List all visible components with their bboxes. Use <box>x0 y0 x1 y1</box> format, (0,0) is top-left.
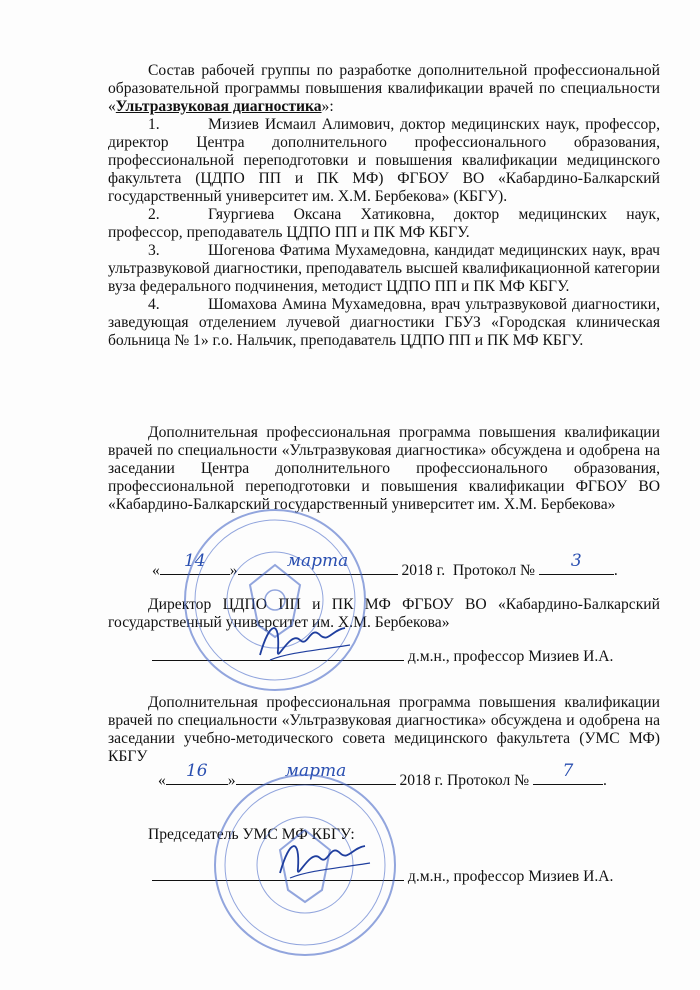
open-quote: « <box>158 772 166 789</box>
item-text: Шогенова Фатима Мухамедовна, кандидат медицинских наук, врач ультразвуковой диагностики, преподаватель высшей квалификационной категории вуза федерального подчинения, методист ЦДПО ПП и ПК МФ КБГУ. <box>108 242 660 295</box>
intro-end: »: <box>321 98 334 115</box>
handwritten-protocol-number: 3 <box>570 551 582 571</box>
protocol-field <box>533 761 603 785</box>
protocol-label: Протокол № <box>447 772 530 789</box>
approval-paragraph-2 <box>108 694 660 766</box>
signer-name: д.м.н., профессор Мизиев И.А. <box>407 648 614 665</box>
item-text: Гяургиева Оксана Хатиковна, доктор медицинских наук, профессор, преподаватель ЦДПО ПП и ПК МФ КБГУ. <box>108 206 660 241</box>
handwritten-day: 16 <box>185 761 208 781</box>
signer-name: д.м.н., профессор Мизиев И.А. <box>407 868 614 885</box>
intro-text: Состав рабочей группы по разработке дополнительной профессиональной образовательной программы повышения квалификации врачей по специальности « <box>108 62 660 115</box>
chairman-title: Председатель УМС МФ КБГУ: <box>148 826 355 843</box>
approval-text-2: Дополнительная профессиональная программа повышения квалификации врачей по специальности «Ультразвуковая диагностика» обсуждена и одобрена на заседании учебно-методического совета медицинского факультета (УМС МФ) КБГУ <box>108 694 660 765</box>
list-item <box>108 242 660 296</box>
protocol-field <box>539 551 614 575</box>
item-number: 3. <box>148 242 160 259</box>
year-text: 2018 г. <box>401 562 446 579</box>
handwritten-day: 14 <box>183 551 206 571</box>
year-text: 2018 г. <box>399 772 444 789</box>
open-quote: « <box>152 562 160 579</box>
item-number: 2. <box>148 206 160 223</box>
approval-text-1: Дополнительная профессиональная программа повышения квалификации врачей по специальности «Ультразвуковая диагностика» обсуждена и одобрена на заседании Центра дополнительного профессионального образования, профессиональной переподготовки и повышения квалификации ФГБОУ ВО «Кабардино-Балкарский государственный университет им. Х.М. Бербекова» <box>108 424 660 513</box>
chairman-signature <box>270 828 380 888</box>
item-text: Мизиев Исмаил Алимович, доктор медицинских наук, профессор, директор Центра дополнительного профессионального образования, профессиональной переподготовки и повышения квалификации медицинского факультета (ЦДПО ПП и ПК МФ) ФГБОУ ВО «Кабардино-Балкарский государственный университет им. Х.М. Бербекова» (КБГУ). <box>108 116 660 205</box>
members-list <box>108 116 660 350</box>
list-item <box>108 296 660 350</box>
director-signature <box>250 610 360 670</box>
intro-paragraph <box>108 62 660 116</box>
list-item <box>108 206 660 242</box>
period: . <box>613 562 618 579</box>
close-quote: » <box>229 562 238 579</box>
specialty-name: Ультразвуковая диагностика <box>115 98 322 115</box>
list-item <box>108 116 660 206</box>
item-number: 4. <box>148 296 160 313</box>
item-text: Шомахова Амина Мухамедовна, врач ультразвуковой диагностики, заведующая отделением лучевой диагностики ГБУЗ «Городская клиническая больница № 1» г.о. Нальчик, преподаватель ЦДПО ПП и ПК МФ КБГУ. <box>108 296 660 349</box>
handwritten-month: марта <box>286 551 349 571</box>
period: . <box>602 772 607 789</box>
handwritten-month: марта <box>284 761 347 781</box>
approval-paragraph-1 <box>108 424 660 514</box>
director-title: Директор ЦДПО ПП и ПК МФ ФГБОУ ВО «Кабардино-Балкарский государственный университет им. Х.М. Бербекова» <box>108 596 660 631</box>
close-quote: » <box>227 772 236 789</box>
protocol-label: Протокол № <box>452 562 535 579</box>
item-number: 1. <box>148 116 160 133</box>
handwritten-protocol-number: 7 <box>562 761 574 781</box>
